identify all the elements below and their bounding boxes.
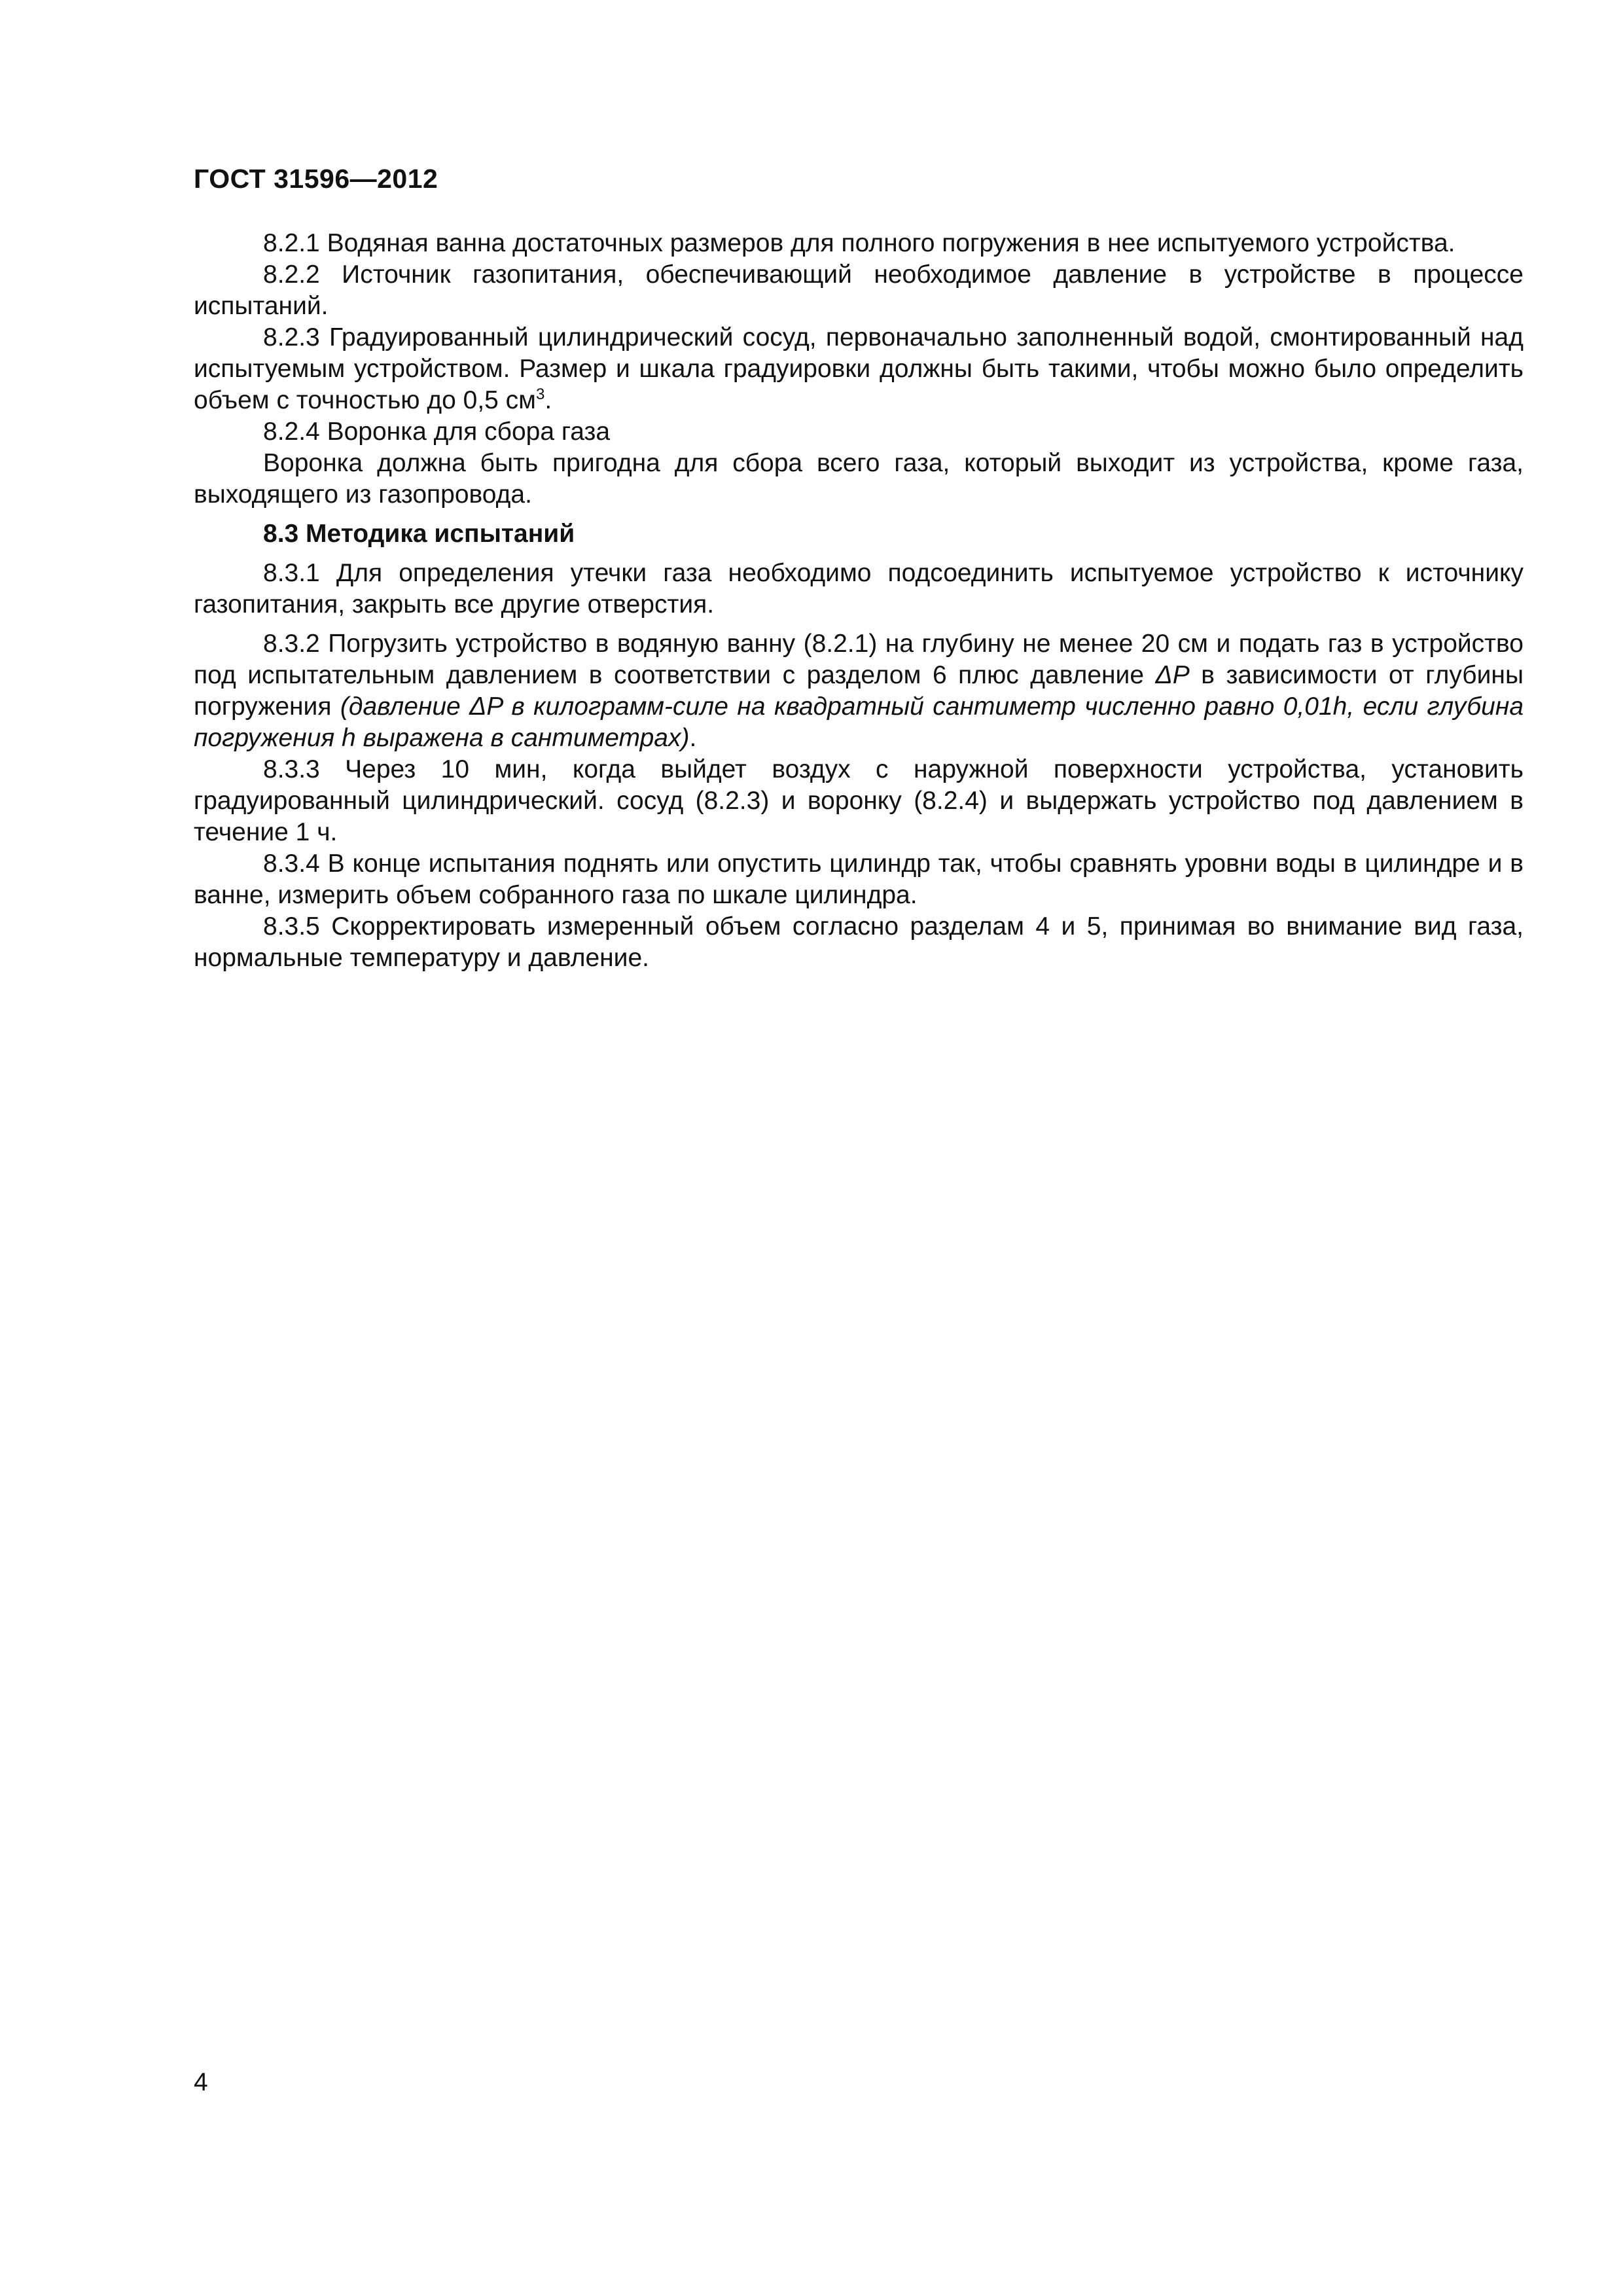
paragraph-8-3-2-text: 8.3.2 Погрузить устройство в водяную ванну (8.2.1) на глубину не менее 20 см и подать газ в устройство под испытательным давлением в соответствии с разделом 6 плюс давление bbox=[194, 630, 1524, 689]
paragraph-8-3-1: 8.3.1 Для определения утечки газа необходимо подсоединить испытуемое устройство к источнику газопитания, закрыть все другие отверстия. bbox=[194, 559, 1524, 619]
superscript-cubed: 3 bbox=[536, 386, 545, 403]
page-number: 4 bbox=[194, 2068, 208, 2096]
section-heading-8-3: 8.3 Методика испытаний bbox=[263, 520, 575, 548]
paragraph-8-2-3-text: 8.2.3 Градуированный цилиндрический сосуд, первоначально заполненный водой, смонтированный над испытуемым устройством. Размер и шкала градуировки должны быть такими, чтобы можно было определить объем с точностью до 0,5 см bbox=[194, 323, 1524, 414]
paragraph-8-3-4: 8.3.4 В конце испытания поднять или опустить цилиндр так, чтобы сравнять уровни воды в цилиндре и в ванне, измерить объем собранного газа по шкале цилиндра. bbox=[194, 850, 1524, 909]
paragraph-8-2-2: 8.2.2 Источник газопитания, обеспечивающий необходимое давление в устройстве в процессе испытаний. bbox=[194, 260, 1524, 320]
paragraph-8-2-3-end: . bbox=[544, 386, 552, 414]
paragraph-8-3-2 bbox=[194, 628, 1524, 754]
paragraph-8-3-2-mid: в зависимости от глубины погружения bbox=[194, 661, 1524, 721]
document-header: ГОСТ 31596—2012 bbox=[194, 164, 438, 194]
document-body bbox=[194, 228, 1524, 974]
paragraph-8-2-1: 8.2.1 Водяная ванна достаточных размеров для полного погружения в нее испытуемого устройства. bbox=[263, 229, 1455, 257]
paragraph-8-3-2-delta-p: ΔP bbox=[1155, 661, 1190, 689]
paragraph-8-3-2-italic: (давление ΔP в килограмм-силе на квадратный сантиметр численно равно 0,01h, если глубина погружения h выражена в сантиметрах) bbox=[194, 692, 1524, 752]
paragraph-8-2-4-body: Воронка должна быть пригодна для сбора всего газа, который выходит из устройства, кроме газа, выходящего из газопровода. bbox=[194, 449, 1524, 509]
paragraph-8-3-5: 8.3.5 Скорректировать измеренный объем согласно разделам 4 и 5, принимая во внимание вид газа, нормальные температуру и давление. bbox=[194, 912, 1524, 972]
paragraph-8-3-2-end: . bbox=[689, 724, 697, 752]
paragraph-8-2-3 bbox=[194, 322, 1524, 416]
paragraph-8-3-3: 8.3.3 Через 10 мин, когда выйдет воздух с наружной поверхности устройства, установить градуированный цилиндрический. сосуд (8.2.3) и воронку (8.2.4) и выдержать устройство под давлением в течение 1 ч. bbox=[194, 755, 1524, 846]
paragraph-8-2-4: 8.2.4 Воронка для сбора газа bbox=[263, 418, 611, 446]
